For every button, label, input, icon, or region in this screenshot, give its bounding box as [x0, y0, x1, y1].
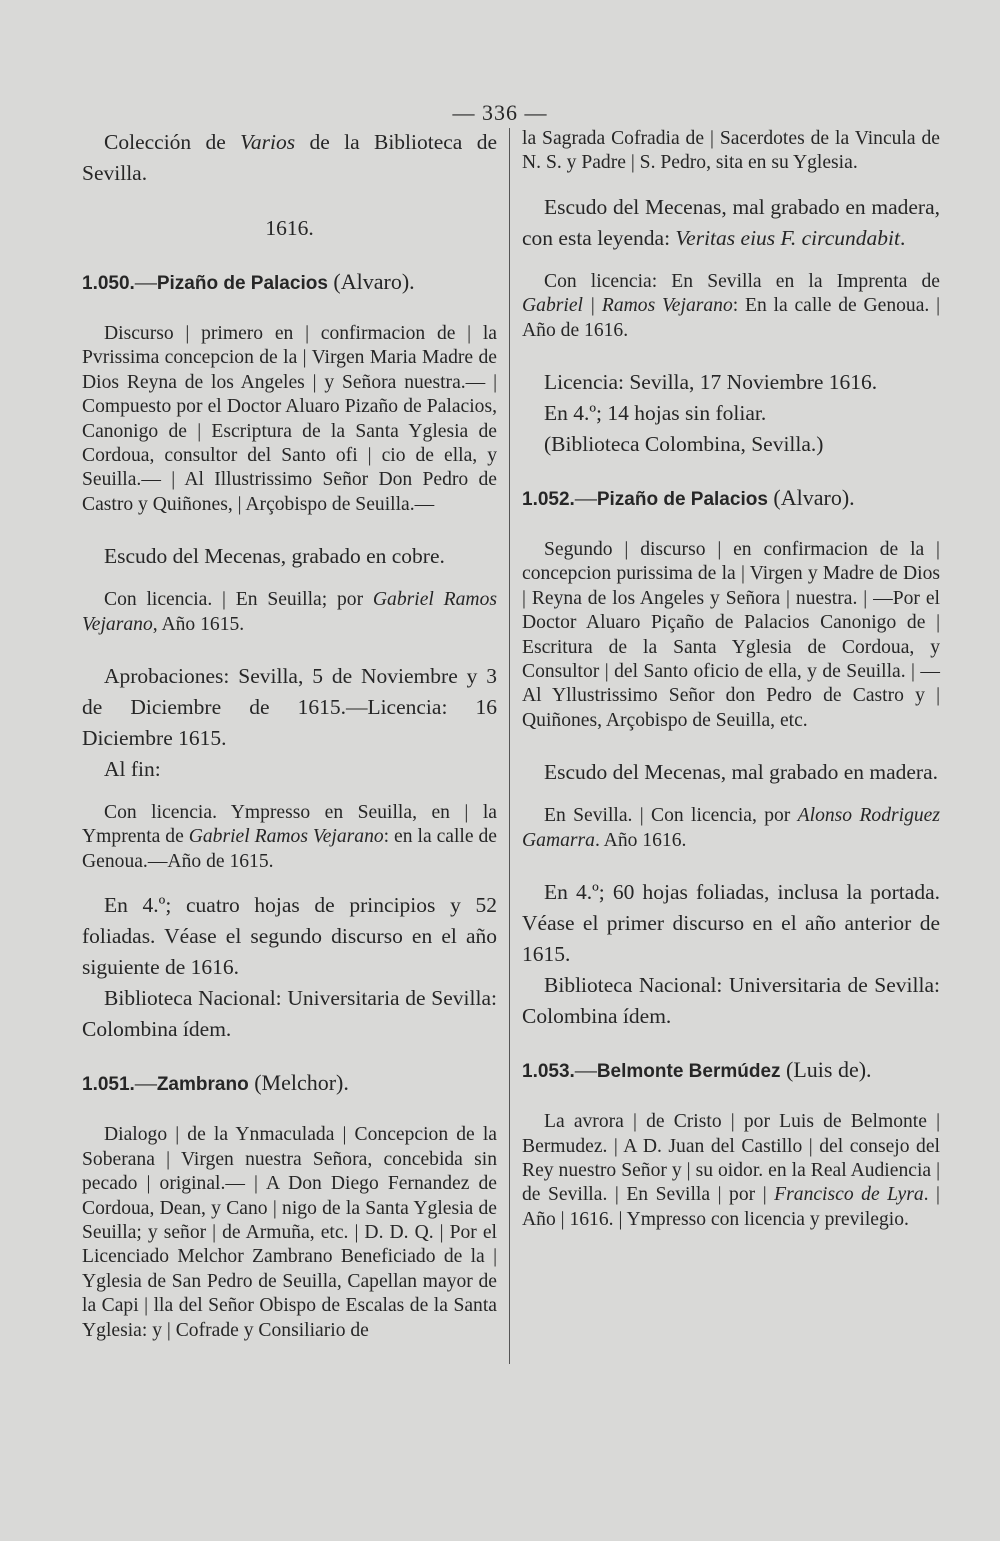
entry-1051-imprint: Con licencia: En Sevilla en la Imprenta de Gabriel | Ramos Vejarano: En la calle de Genoua. | Año de 1616. [522, 270, 941, 341]
entry-1050-colophon-label: Al fin: [104, 757, 161, 782]
entry-1050-libraries: Biblioteca Nacional: Universitaria de Sevilla: Colombina ídem. [82, 986, 497, 1042]
entry-1050-imprint: Con licencia. | En Seuilla; por Gabriel Ramos Vejarano, Año 1615. [82, 589, 497, 635]
entry-1051-libraries: (Biblioteca Colombina, Sevilla.) [544, 432, 824, 457]
entry-1052-escudo: Escudo del Mecenas, mal grabado en madera. [544, 760, 939, 785]
entry-1053-heading: 1.053.—Belmonte Bermúdez (Luis de). [522, 1057, 872, 1083]
entry-1050-title: Discurso | primero en | confirmacion de | la Pvrissima concepcion de la | Virgen Maria Madre de Dios Reyna de los Angeles | y Señora nuestra.— | Compuesto por el Doctor Aluaro Pizaño de Palacios, Canonigo de | Escriptura de la Santa Yglesia de Cordoua, consultor del Santo ofi | cio de ella, y Seuilla.— | Al Illustrissimo Señor Don Pedro de Castro y Quiñones, | Arçobispo de Seuilla.— [82, 323, 497, 515]
entry-1050-colophon: Con licencia. Ympresso en Seuilla, en | la Ymprenta de Gabriel Ramos Vejarano: en la calle de Genoua.—Año de 1615. [82, 802, 497, 872]
column-divider [509, 128, 510, 1364]
entry-1050-escudo: Escudo del Mecenas, grabado en cobre. [104, 544, 445, 569]
page-number: — 336 — [452, 100, 548, 125]
collection-note: Colección de Varios de la Biblioteca de Sevilla. [82, 130, 497, 185]
entry-1051-license: Licencia: Sevilla, 17 Noviembre 1616. [544, 370, 878, 395]
entry-1050-heading: 1.050.—Pizaño de Palacios (Alvaro). [82, 269, 415, 294]
entry-1052-heading: 1.052.—Pizaño de Palacios (Alvaro). [522, 485, 855, 511]
entry-1051-heading: 1.051.—Zambrano (Melchor). [82, 1070, 349, 1096]
year-heading: 1616. [265, 216, 314, 240]
entry-1052-format: En 4.º; 60 hojas foliadas, inclusa la portada. Véase el primer discurso en el año anterior de 1615. [522, 880, 940, 967]
entry-1051-title: Dialogo | de la Ynmaculada | Concepcion de la Soberana | Virgen nuestra Señora, concebida sin pecado | original.— | A Don Diego Fernandez de Cordoua, Dean, y Cano | nigo de la Santa Yglesia de Seuilla; y señor | de Armuña, etc. | D. D. Q. | Por el Licenciado Melchor Zambrano Beneficiado de la | Yglesia de San Pedro de Seuilla, Capellan mayor de la Capi | lla del Señor Obispo de Escalas de la Santa Yglesia: y | Cofrade y Consiliario de [82, 1124, 497, 1341]
entry-1053-title: La avrora | de Cristo | por Luis de Belmonte | Bermudez. | A D. Juan del Castillo | del consejo del Rey nuestro Señor y | su oidor. en la Real Audiencia | de Sevilla. | En Sevilla | por | Francisco de Lyra. | Año | 1616. | Ympresso con licencia y previlegio. [522, 1111, 940, 1230]
entry-1052-imprint: En Sevilla. | Con licencia, por Alonso Rodriguez Gamarra. Año 1616. [522, 805, 940, 851]
entry-1052-libraries: Biblioteca Nacional: Universitaria de Sevilla: Colombina ídem. [522, 973, 940, 1029]
entry-1050-format: En 4.º; cuatro hojas de principios y 52 foliadas. Véase el segundo discurso en el año siguiente de 1616. [82, 893, 497, 980]
left-column [82, 127, 497, 1343]
right-column [522, 127, 940, 1232]
entry-1051-escudo: Escudo del Mecenas, mal grabado en madera, con esta leyenda: Veritas eius F. circundabit. [522, 194, 940, 250]
entry-1051-title-continued: la Sagrada Cofradia de | Sacerdotes de la Vincula de N. S. y Padre | S. Pedro, sita en su Yglesia. [522, 128, 940, 174]
entry-1052-title: Segundo | discurso | en confirmacion de la | concepcion purissima de la | Virgen y Madre de Dios | Reyna de los Angeles y Señora | nuestra. | —Por el Doctor Aluaro Piçaño de Palacios Canonigo de | Escritura de la Santa Yglesia de Cordoua, y Consultor | del Santo oficio de ella, y de Seuilla. | —Al Yllustrissimo Señor don Pedro de Castro y | Quiñones, Arçobispo de Seuilla, etc. [522, 539, 940, 731]
entry-1051-format: En 4.º; 14 hojas sin foliar. [544, 401, 767, 426]
entry-1050-approvals: Aprobaciones: Sevilla, 5 de Noviembre y 3 de Diciembre de 1615.—Licencia: 16 Diciembre 1615. [82, 664, 497, 751]
